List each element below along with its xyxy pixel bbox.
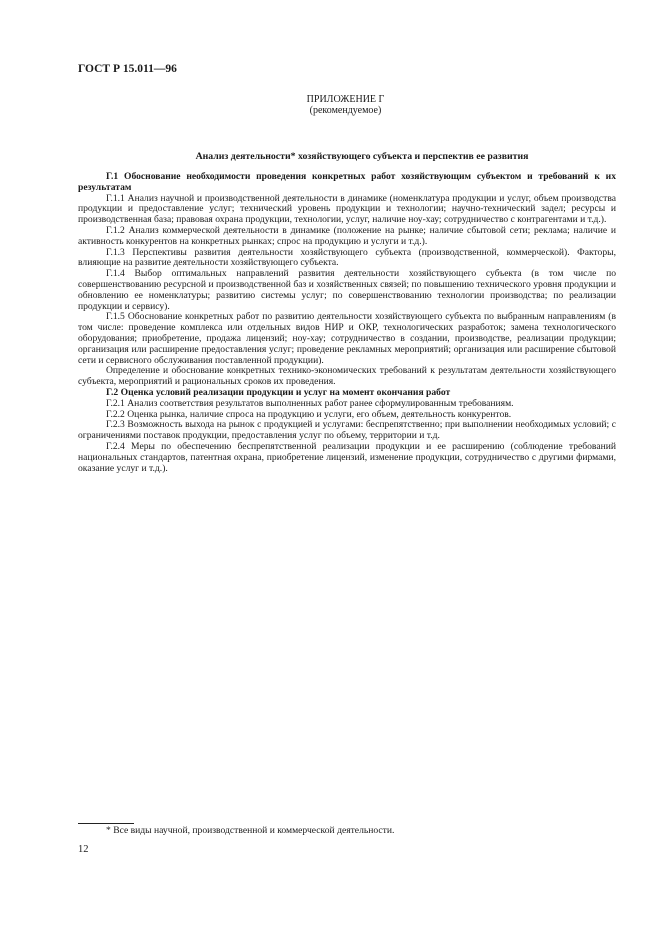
document-body [78, 172, 616, 474]
paragraph: Г.1.2 Анализ коммерческой деятельности в динамике (положение на рынке; наличие сбытовой сети; реклама; наличие и активность конкурентов на конкретных рынках; спрос на продукцию и услуги и т.д.). [78, 224, 616, 247]
appendix-status: (рекомендуемое) [309, 105, 382, 116]
paragraph: Г.2.3 Возможность выхода на рынок с продукцией и услугами: беспрепятственно; при выполнении необходимых условий; с ограничениями поставок продукции, предоставления услуг по объему, территории и т.д. [78, 419, 616, 442]
page-number: 12 [78, 844, 89, 855]
paragraph: Г.2.4 Меры по обеспечению беспрепятственной реализации продукции и ее расширению (соблюдение требований национальных стандартов, патентная охрана, приобретение лицензий, изменение продукции, сотрудничество с другими фирмами, оказание услуг и т.д.). [78, 440, 616, 474]
paragraph: Г.2.2 Оценка рынка, наличие спроса на продукцию и услуги, его объем, деятельность конкурентов. [106, 408, 512, 420]
appendix-label: ПРИЛОЖЕНИЕ Г [306, 94, 385, 105]
paragraph: Г.1.1 Анализ научной и производственной деятельности в динамике (номенклатура продукции и услуг, объем производства продукции и предоставление услуг; технический уровень продукции и технологии; научно-технический задел; ресурсы и производственная база; правовая охрана продукции, технологии, услуг, наличие ноу-хау; сотрудничество с контрагентами и т.д.). [78, 192, 616, 226]
paragraph: Г.2.1 Анализ соответствия результатов выполненных работ ранее сформулированным требованиям. [106, 397, 514, 409]
section-title: Анализ деятельности* хозяйствующего субъекта и перспектив ее развития [195, 151, 529, 162]
paragraph: Г.1.3 Перспективы развития деятельности хозяйствующего субъекта (производственной, коммерческой). Факторы, влияющие на развитие деятельности хозяйствующего субъекта. [78, 246, 616, 269]
appendix-heading [0, 94, 661, 116]
paragraph: Г.1.4 Выбор оптимальных направлений развития деятельности хозяйствующего субъекта (в том числе по совершенствованию ресурсной и производственной баз и хозяйственных связей; по повышению технического уровня продукции и обновлению ее номенклатуры; развитию системы услуг; по совершенствованию технологии производства; по реализации продукции и сервису). [78, 268, 616, 312]
section-heading: Г.1 Обоснование необходимости проведения конкретных работ хозяйствующим субъектом и требований к их результатам [78, 171, 616, 193]
paragraph: Г.1.5 Обоснование конкретных работ по развитию деятельности хозяйствующего субъекта по выбранным направлениям (в том числе: проведение комплекса или отдельных видов НИР и ОКР, технологических разработок; замена технологического оборудования; приобретение, продажа лицензий; ноу-хау; сотрудничество в создании, производстве, реализации продукции; организация или расширение предоставления услуг; проведение рекламных мероприятий; организация или расширение сбытовой сети и сервисного обслуживания поставленной продукции). [78, 311, 616, 366]
footnote-divider [78, 823, 134, 824]
document-header: ГОСТ Р 15.011—96 [78, 63, 177, 75]
section-heading: Г.2 Оценка условий реализации продукции и услуг на момент окончания работ [106, 386, 451, 398]
footnote: * Все виды научной, производственной и коммерческой деятельности. [106, 825, 395, 836]
paragraph: Определение и обоснование конкретных технико-экономических требований к результатам деятельности хозяйствующего субъекта, мероприятий и рациональных сроков их проведения. [78, 365, 616, 388]
